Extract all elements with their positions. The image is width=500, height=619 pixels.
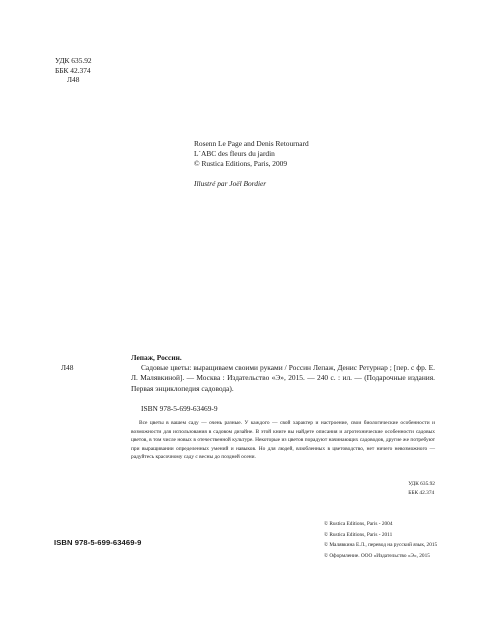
copyright-line: © Оформление. ООО «Издательство «Э», 2015 (324, 552, 430, 559)
copyright-list (324, 519, 437, 561)
illustrator-credit: Illustré par Joël Bordier (194, 178, 267, 188)
catalog-description: Садовые цветы: выращиваем своими руками / Россин Лепаж, Денис Ретурнар ; [пер. с фр. Е. Л. Малявкиной]. — Москва : Издательство «Э», 2015. — 240 с. : ил. — (Подарочные издания. Первая энциклопедия садовода). (131, 363, 435, 393)
original-authors: Rosenn Le Page and Denis Retournard (194, 139, 309, 148)
classification-codes-bottom (408, 480, 435, 497)
bbk-code-bottom: ББК 42.374 (408, 489, 435, 496)
bbk-code: ББК 42.374 (55, 65, 91, 75)
annotation-text: Все цветы в вашем саду — очень разные. У каждого — свой характер и настроение, свои биологические особенности и возможности для использования в садовом дизайне. В этой книге вы найдете описания и агротехнические особенности садовых цветов, в том числе новых в отечественной культуре. Некоторые из цветов порадуют начинающих садоводов, другие же потребуют при выращивании определенных умений и навыков. Но для людей, влюбленных в цветоводство, нет ничего невозможного — радуйтесь красочному саду с весны до поздней осени. (131, 420, 435, 461)
original-copyright: © Rustica Editions, Paris, 2009 (194, 159, 288, 169)
isbn-main: ISBN 978-5-699-63469-9 (54, 538, 142, 547)
copyright-line: © Rustica Editions, Paris - 2004 (324, 521, 393, 527)
udk-code-bottom: УДК 635.92 (408, 481, 435, 487)
copyright-line: © Rustica Editions, Paris - 2011 (324, 531, 393, 538)
classification-block (55, 56, 92, 85)
udk-code: УДК 635.92 (55, 56, 92, 65)
catalog-entry (131, 353, 435, 414)
catalog-isbn: ISBN 978-5-699-63469-9 (141, 403, 218, 413)
author-mark: Л48 (67, 75, 80, 85)
foreign-edition-block (194, 139, 309, 189)
catalog-author: Лепаж, Россин. (131, 353, 182, 362)
original-title: L`ABC des fleurs du jardin (194, 149, 275, 159)
copyright-line: © Малявкина Е.Л., перевод на русский язык, 2015 (324, 542, 438, 549)
catalog-author-mark: Л48 (61, 363, 74, 372)
